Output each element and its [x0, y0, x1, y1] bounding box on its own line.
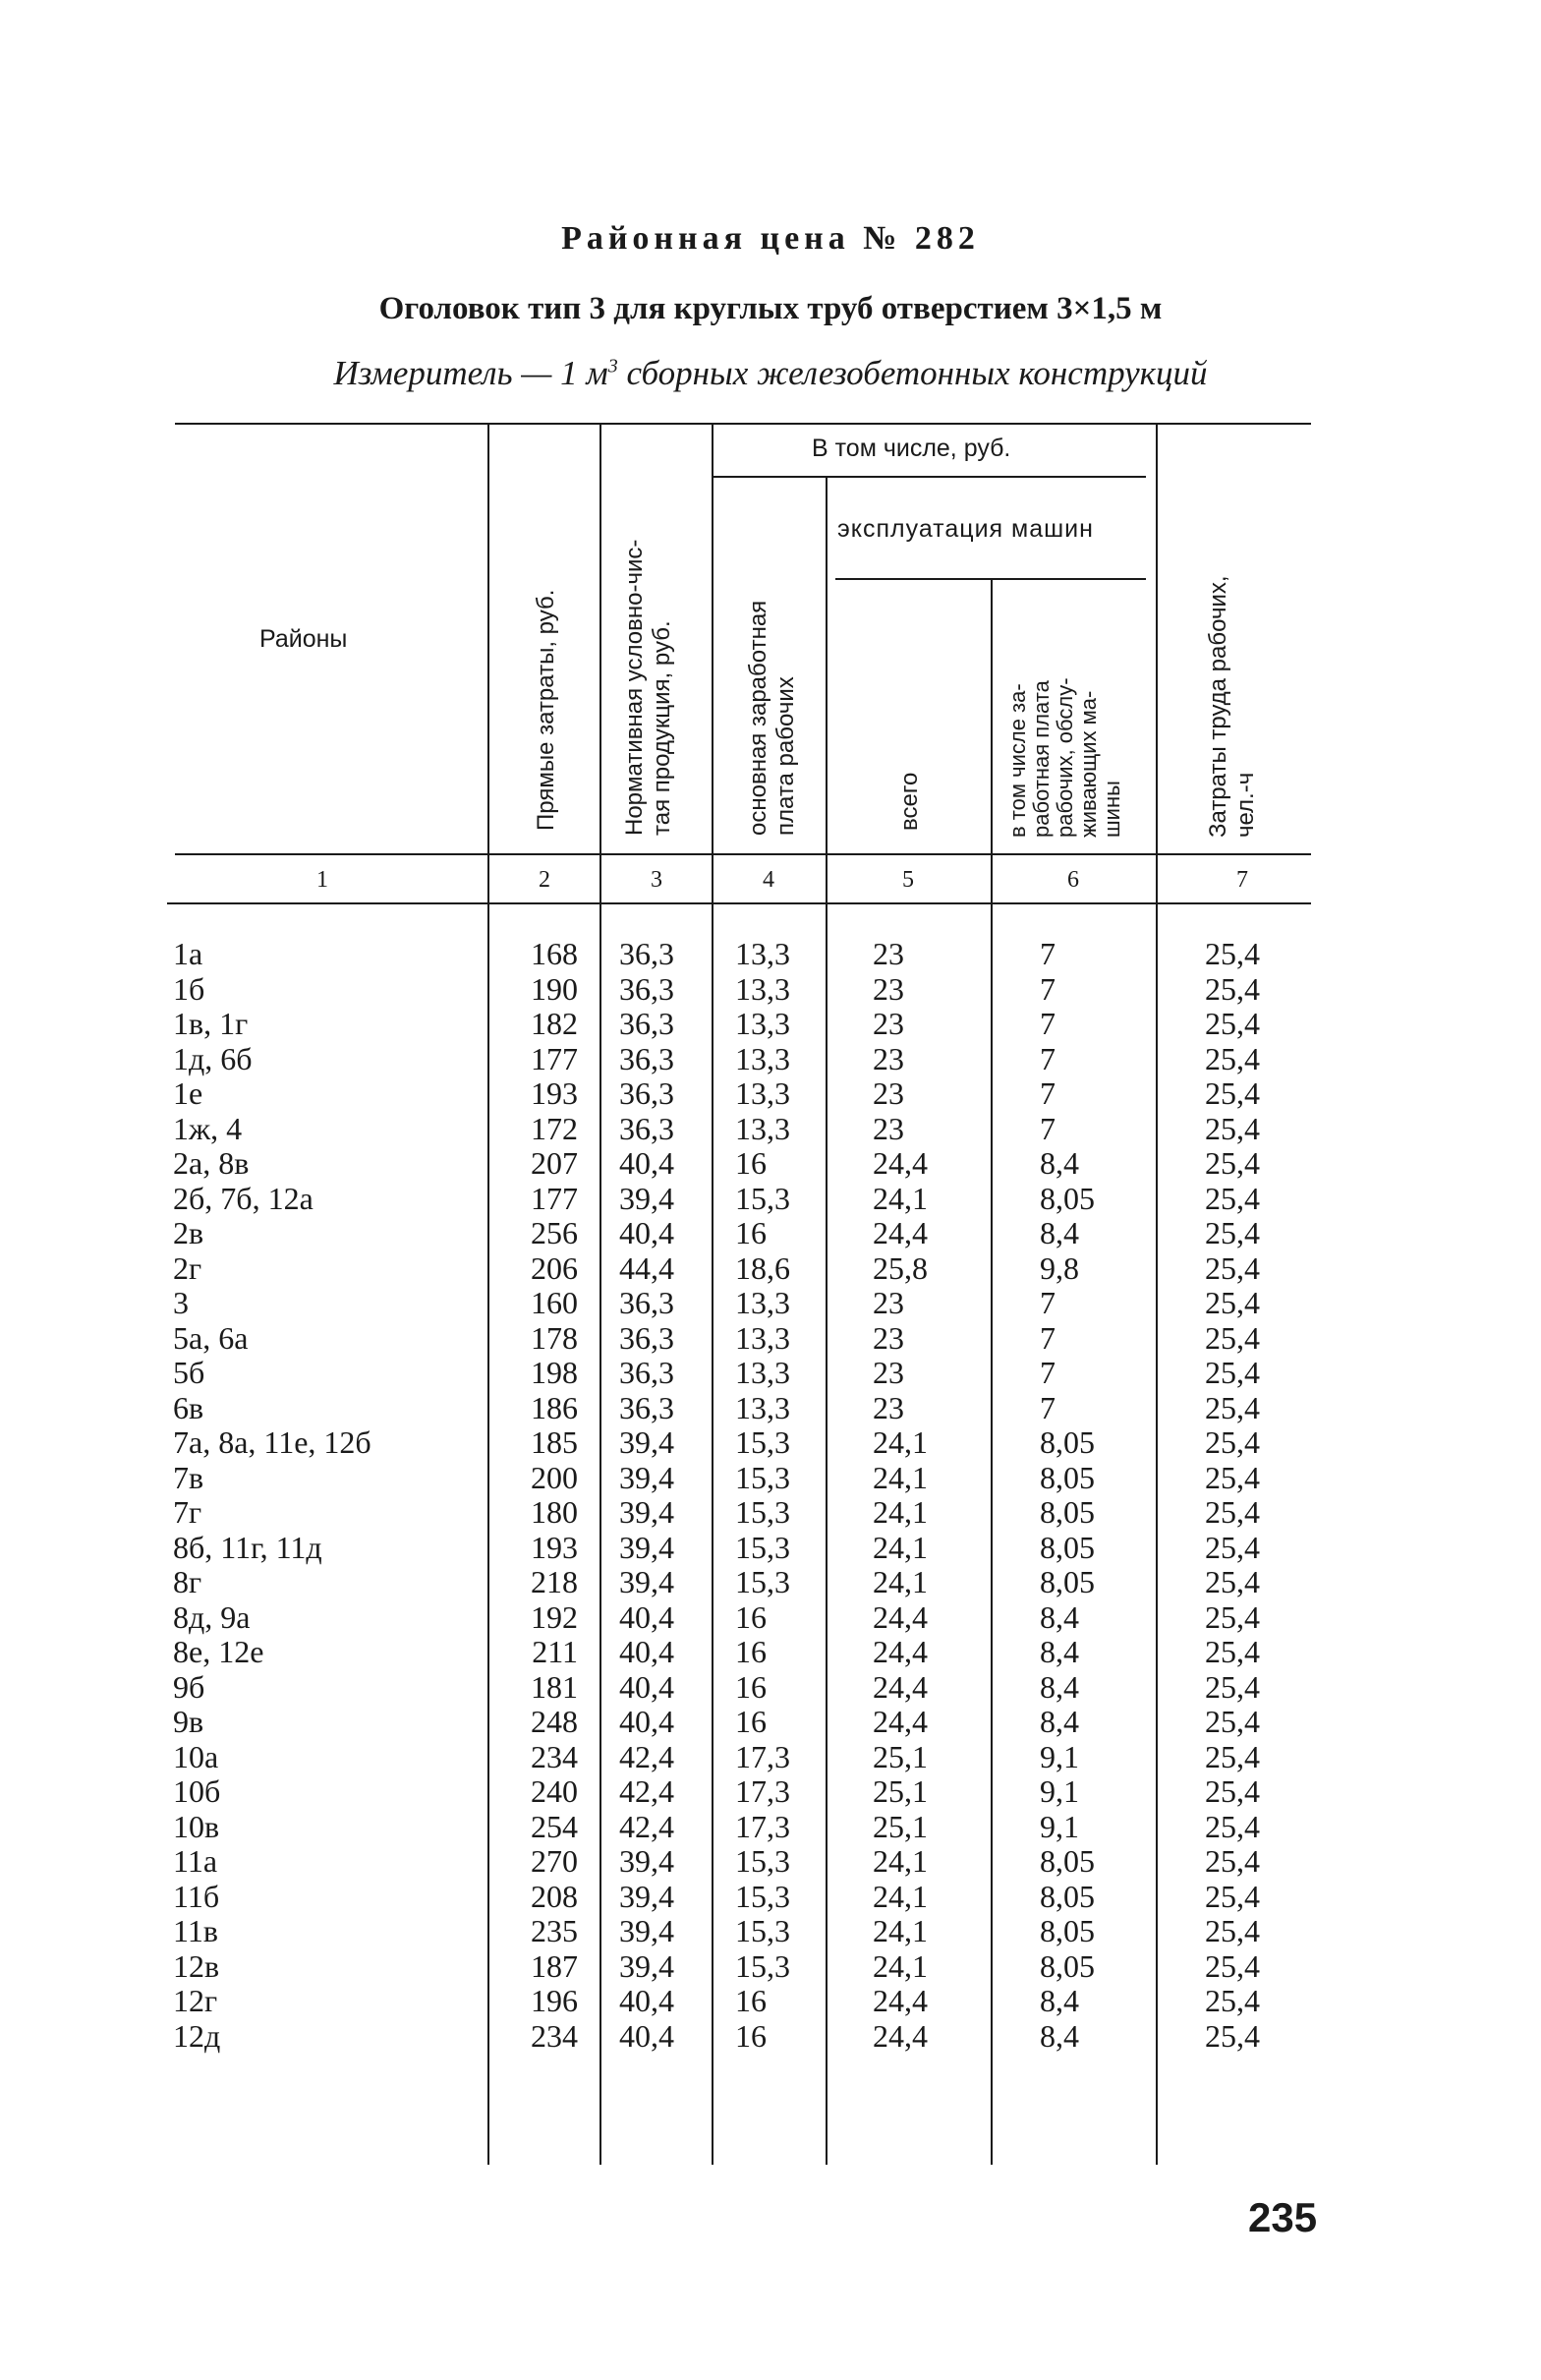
table-row	[0, 1424, 1541, 1460]
table-row	[0, 1320, 1541, 1356]
colnum-4: 4	[763, 867, 774, 893]
cell-direct-costs: 234	[531, 1738, 578, 1774]
cell-direct-costs: 207	[531, 1145, 578, 1181]
cell-wage: 15,3	[735, 1529, 790, 1565]
table-row	[0, 1285, 1541, 1320]
cell-labor: 25,4	[1205, 1355, 1260, 1390]
header-normative-line2: тая продукция, руб.	[649, 620, 675, 836]
cell-labor: 25,4	[1205, 1075, 1260, 1111]
cell-region: 10в	[173, 1808, 220, 1844]
cell-direct-costs: 181	[531, 1668, 578, 1705]
cell-wage: 17,3	[735, 1773, 790, 1809]
header-incl-wage-line3: рабочих, обслу-	[1053, 677, 1077, 838]
cell-machines-total: 24,4	[873, 1215, 928, 1250]
cell-region: 7в	[173, 1459, 204, 1495]
cell-direct-costs: 178	[531, 1319, 578, 1356]
cell-region: 8д, 9а	[173, 1598, 251, 1635]
measure-sup: 3	[607, 355, 618, 377]
cell-labor: 25,4	[1205, 1808, 1260, 1844]
cell-normative: 39,4	[619, 1180, 674, 1216]
cell-direct-costs: 160	[531, 1285, 578, 1320]
cell-machines-wage: 7	[1040, 1389, 1056, 1425]
cell-machines-total: 24,1	[873, 1459, 928, 1495]
measure-unit	[0, 354, 1541, 393]
cell-machines-wage: 8,4	[1040, 1598, 1079, 1635]
cell-region: 6в	[173, 1389, 204, 1425]
cell-region: 7г	[173, 1494, 202, 1530]
cell-machines-total: 23	[873, 1319, 904, 1356]
cell-labor: 25,4	[1205, 970, 1260, 1007]
header-regions: Районы	[259, 625, 348, 653]
cell-normative: 36,3	[619, 970, 674, 1007]
cell-normative: 42,4	[619, 1808, 674, 1844]
cell-direct-costs: 192	[531, 1598, 578, 1635]
cell-wage: 15,3	[735, 1843, 790, 1879]
table-row	[0, 1111, 1541, 1146]
cell-direct-costs: 206	[531, 1249, 578, 1286]
cell-wage: 13,3	[735, 970, 790, 1007]
cell-wage: 13,3	[735, 1319, 790, 1356]
colnum-1: 1	[316, 867, 328, 893]
cell-wage: 15,3	[735, 1494, 790, 1530]
cell-normative: 40,4	[619, 1598, 674, 1635]
cell-machines-total: 24,1	[873, 1424, 928, 1460]
cell-direct-costs: 200	[531, 1459, 578, 1495]
table-top-rule	[175, 423, 1311, 425]
cell-labor: 25,4	[1205, 1704, 1260, 1739]
cell-normative: 39,4	[619, 1878, 674, 1914]
cell-machines-wage: 8,05	[1040, 1947, 1095, 1984]
cell-wage: 17,3	[735, 1738, 790, 1774]
colnum-6: 6	[1067, 867, 1079, 893]
cell-wage: 13,3	[735, 1285, 790, 1320]
header-labor-line2: чел.-ч	[1232, 772, 1259, 838]
cell-machines-wage: 8,4	[1040, 1704, 1079, 1739]
cell-machines-wage: 8,4	[1040, 1215, 1079, 1250]
cell-direct-costs: 208	[531, 1878, 578, 1914]
cell-wage: 16	[735, 1983, 767, 2018]
cell-region: 7а, 8а, 11е, 12б	[173, 1424, 371, 1460]
page-subtitle: Оголовок тип 3 для круглых труб отверстием 3×1,5 м	[378, 291, 1163, 326]
cell-region: 5б	[173, 1355, 205, 1390]
cell-wage: 16	[735, 1634, 767, 1669]
cell-machines-wage: 7	[1040, 936, 1056, 971]
cell-normative: 39,4	[619, 1494, 674, 1530]
cell-machines-total: 24,1	[873, 1947, 928, 1984]
header-machines: эксплуатация машин	[837, 515, 1094, 543]
cell-machines-total: 23	[873, 1285, 904, 1320]
cell-wage: 13,3	[735, 1040, 790, 1076]
cell-machines-total: 23	[873, 1075, 904, 1111]
cell-normative: 39,4	[619, 1459, 674, 1495]
cell-normative: 39,4	[619, 1564, 674, 1599]
table-row	[0, 1075, 1541, 1111]
cell-direct-costs: 168	[531, 936, 578, 971]
cell-machines-total: 24,1	[873, 1494, 928, 1530]
cell-direct-costs: 234	[531, 2017, 578, 2054]
cell-machines-total: 24,1	[873, 1878, 928, 1914]
cell-wage: 13,3	[735, 1389, 790, 1425]
cell-direct-costs: 187	[531, 1947, 578, 1984]
cell-direct-costs: 190	[531, 970, 578, 1007]
cell-region: 1д, 6б	[173, 1040, 253, 1076]
cell-machines-total: 24,4	[873, 2017, 928, 2054]
table-row	[0, 1948, 1541, 1984]
cell-labor: 25,4	[1205, 1738, 1260, 1774]
cell-machines-wage: 7	[1040, 1319, 1056, 1356]
colnum-3: 3	[651, 867, 662, 893]
cell-normative: 40,4	[619, 1668, 674, 1705]
cell-wage: 16	[735, 1598, 767, 1635]
table-row	[0, 1809, 1541, 1844]
table-row	[0, 1041, 1541, 1076]
cell-region: 11в	[173, 1913, 218, 1948]
table-row	[0, 1739, 1541, 1774]
cell-direct-costs: 211	[532, 1634, 578, 1669]
cell-region: 5а, 6а	[173, 1319, 249, 1356]
cell-normative: 40,4	[619, 1215, 674, 1250]
cell-labor: 25,4	[1205, 1040, 1260, 1076]
cell-machines-total: 25,1	[873, 1738, 928, 1774]
measure-suffix: сборных железобетонных конструкций	[617, 354, 1208, 392]
cell-normative: 40,4	[619, 1145, 674, 1181]
cell-normative: 36,3	[619, 1285, 674, 1320]
cell-machines-wage: 7	[1040, 1040, 1056, 1076]
cell-machines-wage: 8,05	[1040, 1913, 1095, 1948]
cell-machines-total: 23	[873, 970, 904, 1007]
cell-region: 10б	[173, 1773, 221, 1809]
header-incl-wage-line4: живающих ма-	[1076, 690, 1101, 838]
table-row	[0, 1460, 1541, 1495]
cell-normative: 40,4	[619, 1704, 674, 1739]
cell-labor: 25,4	[1205, 1110, 1260, 1146]
cell-region: 9в	[173, 1704, 204, 1739]
cell-wage: 13,3	[735, 1006, 790, 1041]
cell-labor: 25,4	[1205, 1249, 1260, 1286]
cell-wage: 13,3	[735, 1110, 790, 1146]
cell-direct-costs: 193	[531, 1075, 578, 1111]
cell-machines-wage: 8,4	[1040, 1145, 1079, 1181]
cell-labor: 25,4	[1205, 1006, 1260, 1041]
cell-machines-total: 23	[873, 1006, 904, 1041]
cell-normative: 39,4	[619, 1424, 674, 1460]
header-bottom-rule	[175, 853, 1311, 855]
cell-machines-total: 25,1	[873, 1773, 928, 1809]
cell-machines-total: 24,4	[873, 1634, 928, 1669]
cell-machines-wage: 8,05	[1040, 1529, 1095, 1565]
table-row	[0, 1704, 1541, 1739]
cell-machines-wage: 7	[1040, 1110, 1056, 1146]
cell-labor: 25,4	[1205, 1494, 1260, 1530]
cell-labor: 25,4	[1205, 1947, 1260, 1984]
page-number: 235	[1248, 2194, 1318, 2240]
table-row	[0, 1773, 1541, 1809]
cell-wage: 15,3	[735, 1947, 790, 1984]
cell-labor: 25,4	[1205, 1145, 1260, 1181]
header-wage-line1: основная заработная	[745, 600, 771, 836]
cell-normative: 36,3	[619, 1319, 674, 1356]
cell-direct-costs: 196	[531, 1983, 578, 2018]
cell-direct-costs: 270	[531, 1843, 578, 1879]
cell-machines-total: 24,4	[873, 1598, 928, 1635]
cell-labor: 25,4	[1205, 1285, 1260, 1320]
table-row	[0, 1879, 1541, 1914]
cell-machines-wage: 7	[1040, 1285, 1056, 1320]
cell-machines-wage: 7	[1040, 1355, 1056, 1390]
cell-direct-costs: 254	[531, 1808, 578, 1844]
header-normative	[621, 540, 676, 836]
cell-region: 1ж, 4	[173, 1110, 243, 1146]
table-row	[0, 1843, 1541, 1879]
cell-region: 1в, 1г	[173, 1006, 249, 1041]
colnum-2: 2	[539, 867, 550, 893]
cell-normative: 42,4	[619, 1773, 674, 1809]
header-direct-costs: Прямые затраты, руб.	[533, 589, 559, 831]
cell-wage: 13,3	[735, 1075, 790, 1111]
cell-direct-costs: 172	[531, 1110, 578, 1146]
cell-wage: 15,3	[735, 1564, 790, 1599]
cell-machines-total: 23	[873, 1355, 904, 1390]
table-row	[0, 1494, 1541, 1530]
cell-region: 2а, 8в	[173, 1145, 250, 1181]
cell-machines-total: 24,4	[873, 1704, 928, 1739]
cell-direct-costs: 240	[531, 1773, 578, 1809]
cell-machines-total: 25,8	[873, 1249, 928, 1286]
cell-machines-total: 24,1	[873, 1564, 928, 1599]
cell-machines-total: 24,4	[873, 1145, 928, 1181]
colnum-5: 5	[902, 867, 914, 893]
cell-labor: 25,4	[1205, 1180, 1260, 1216]
cell-normative: 39,4	[619, 1529, 674, 1565]
cell-labor: 25,4	[1205, 1598, 1260, 1635]
cell-direct-costs: 185	[531, 1424, 578, 1460]
cell-normative: 36,3	[619, 1006, 674, 1041]
cell-region: 1е	[173, 1075, 203, 1111]
page-title: Районная цена № 282	[561, 220, 980, 257]
header-incl-wage-line5: шины	[1100, 781, 1124, 838]
cell-normative: 40,4	[619, 1634, 674, 1669]
cell-region: 8б, 11г, 11д	[173, 1529, 322, 1565]
cell-wage: 16	[735, 2017, 767, 2054]
table-row	[0, 2018, 1541, 2054]
cell-region: 12д	[173, 2017, 221, 2054]
cell-region: 1б	[173, 970, 205, 1007]
cell-region: 11а	[173, 1843, 218, 1879]
cell-direct-costs: 177	[531, 1180, 578, 1216]
table-row	[0, 1390, 1541, 1425]
table-row	[0, 1355, 1541, 1390]
cell-wage: 16	[735, 1668, 767, 1705]
cell-direct-costs: 235	[531, 1913, 578, 1948]
cell-normative: 36,3	[619, 1075, 674, 1111]
table-row	[0, 1634, 1541, 1669]
cell-labor: 25,4	[1205, 1668, 1260, 1705]
cell-machines-wage: 8,05	[1040, 1878, 1095, 1914]
cell-normative: 40,4	[619, 2017, 674, 2054]
cell-machines-total: 23	[873, 936, 904, 971]
cell-wage: 13,3	[735, 936, 790, 971]
cell-direct-costs: 248	[531, 1704, 578, 1739]
cell-region: 8е, 12е	[173, 1634, 264, 1669]
cell-region: 12г	[173, 1983, 218, 2018]
cell-direct-costs: 218	[531, 1564, 578, 1599]
cell-machines-wage: 8,4	[1040, 1668, 1079, 1705]
cell-labor: 25,4	[1205, 1389, 1260, 1425]
cell-wage: 15,3	[735, 1913, 790, 1948]
cell-wage: 16	[735, 1215, 767, 1250]
table-row	[0, 1669, 1541, 1705]
cell-machines-wage: 8,4	[1040, 2017, 1079, 2054]
cell-labor: 25,4	[1205, 1319, 1260, 1356]
table-row	[0, 1983, 1541, 2018]
cell-direct-costs: 180	[531, 1494, 578, 1530]
header-incl-wage-line2: работная плата	[1029, 680, 1054, 838]
cell-normative: 39,4	[619, 1947, 674, 1984]
cell-labor: 25,4	[1205, 1773, 1260, 1809]
header-wage	[745, 601, 800, 836]
cell-labor: 25,4	[1205, 1983, 1260, 2018]
cell-machines-total: 24,1	[873, 1180, 928, 1216]
cell-region: 1а	[173, 936, 203, 971]
header-normative-line1: Нормативная условно-чис-	[621, 539, 648, 836]
cell-machines-wage: 7	[1040, 970, 1056, 1007]
header-labor	[1205, 575, 1260, 838]
cell-machines-wage: 7	[1040, 1075, 1056, 1111]
cell-machines-wage: 9,1	[1040, 1738, 1079, 1774]
cell-labor: 25,4	[1205, 1634, 1260, 1669]
cell-wage: 15,3	[735, 1878, 790, 1914]
cell-wage: 17,3	[735, 1808, 790, 1844]
cell-labor: 25,4	[1205, 2017, 1260, 2054]
cell-machines-wage: 8,05	[1040, 1180, 1095, 1216]
table-row	[0, 1564, 1541, 1599]
table-row	[0, 1145, 1541, 1181]
cell-region: 10а	[173, 1738, 219, 1774]
table-row	[0, 1913, 1541, 1948]
header-labor-line1: Затраты труда рабочих,	[1205, 575, 1231, 838]
cell-normative: 40,4	[619, 1983, 674, 2018]
cell-labor: 25,4	[1205, 1878, 1260, 1914]
cell-labor: 25,4	[1205, 1424, 1260, 1460]
cell-normative: 39,4	[619, 1913, 674, 1948]
cell-machines-wage: 8,05	[1040, 1564, 1095, 1599]
table-row	[0, 1250, 1541, 1286]
cell-machines-total: 24,1	[873, 1529, 928, 1565]
cell-labor: 25,4	[1205, 936, 1260, 971]
cell-labor: 25,4	[1205, 1843, 1260, 1879]
cell-region: 8г	[173, 1564, 202, 1599]
cell-wage: 16	[735, 1704, 767, 1739]
cell-region: 11б	[173, 1878, 220, 1914]
table-row	[0, 1530, 1541, 1565]
colnum-bottom-rule	[167, 902, 1311, 904]
cell-machines-total: 23	[873, 1040, 904, 1076]
cell-direct-costs: 198	[531, 1355, 578, 1390]
cell-machines-total: 23	[873, 1389, 904, 1425]
cell-direct-costs: 177	[531, 1040, 578, 1076]
cell-region: 12в	[173, 1947, 220, 1984]
colnum-7: 7	[1236, 867, 1248, 893]
header-total: всего	[896, 772, 923, 831]
cell-normative: 36,3	[619, 1389, 674, 1425]
cell-wage: 16	[735, 1145, 767, 1181]
cell-machines-wage: 9,1	[1040, 1773, 1079, 1809]
cell-labor: 25,4	[1205, 1564, 1260, 1599]
cell-labor: 25,4	[1205, 1215, 1260, 1250]
cell-machines-total: 25,1	[873, 1808, 928, 1844]
cell-direct-costs: 193	[531, 1529, 578, 1565]
cell-machines-total: 24,1	[873, 1843, 928, 1879]
table-row	[0, 936, 1541, 971]
cell-machines-total: 24,4	[873, 1668, 928, 1705]
measure-prefix: Измеритель — 1 м	[333, 354, 608, 392]
cell-region: 9б	[173, 1668, 205, 1705]
cell-region: 2б, 7б, 12а	[173, 1180, 314, 1216]
table-row	[0, 971, 1541, 1007]
table-row	[0, 1181, 1541, 1216]
cell-machines-total: 23	[873, 1110, 904, 1146]
cell-wage: 18,6	[735, 1249, 790, 1286]
cell-machines-wage: 7	[1040, 1006, 1056, 1041]
cell-direct-costs: 182	[531, 1006, 578, 1041]
cell-machines-wage: 8,05	[1040, 1494, 1095, 1530]
table-row	[0, 1215, 1541, 1250]
cell-normative: 36,3	[619, 1355, 674, 1390]
table-row	[0, 1006, 1541, 1041]
cell-region: 3	[173, 1285, 189, 1320]
cell-normative: 42,4	[619, 1738, 674, 1774]
cell-labor: 25,4	[1205, 1459, 1260, 1495]
cell-wage: 15,3	[735, 1424, 790, 1460]
cell-direct-costs: 186	[531, 1389, 578, 1425]
header-incl-wage	[1006, 677, 1124, 838]
cell-machines-wage: 8,05	[1040, 1424, 1095, 1460]
cell-normative: 36,3	[619, 1110, 674, 1146]
cell-machines-total: 24,4	[873, 1983, 928, 2018]
header-including: В том числе, руб.	[812, 435, 1011, 462]
cell-wage: 13,3	[735, 1355, 790, 1390]
header-wage-line2: плата рабочих	[772, 676, 799, 836]
header-incl-wage-line1: в том числе за-	[1005, 683, 1030, 838]
cell-normative: 36,3	[619, 936, 674, 971]
cell-machines-wage: 8,4	[1040, 1983, 1079, 2018]
cell-direct-costs: 256	[531, 1215, 578, 1250]
cell-labor: 25,4	[1205, 1913, 1260, 1948]
including-rule	[713, 476, 1146, 478]
cell-normative: 44,4	[619, 1249, 674, 1286]
cell-region: 2г	[173, 1249, 202, 1286]
cell-machines-wage: 8,4	[1040, 1634, 1079, 1669]
cell-region: 2в	[173, 1215, 204, 1250]
cell-machines-wage: 8,05	[1040, 1843, 1095, 1879]
cell-labor: 25,4	[1205, 1529, 1260, 1565]
cell-wage: 15,3	[735, 1459, 790, 1495]
cell-wage: 15,3	[735, 1180, 790, 1216]
table-row	[0, 1599, 1541, 1635]
cell-normative: 39,4	[619, 1843, 674, 1879]
cell-normative: 36,3	[619, 1040, 674, 1076]
cell-machines-wage: 9,1	[1040, 1808, 1079, 1844]
cell-machines-total: 24,1	[873, 1913, 928, 1948]
cell-machines-wage: 8,05	[1040, 1459, 1095, 1495]
cell-machines-wage: 9,8	[1040, 1249, 1079, 1286]
